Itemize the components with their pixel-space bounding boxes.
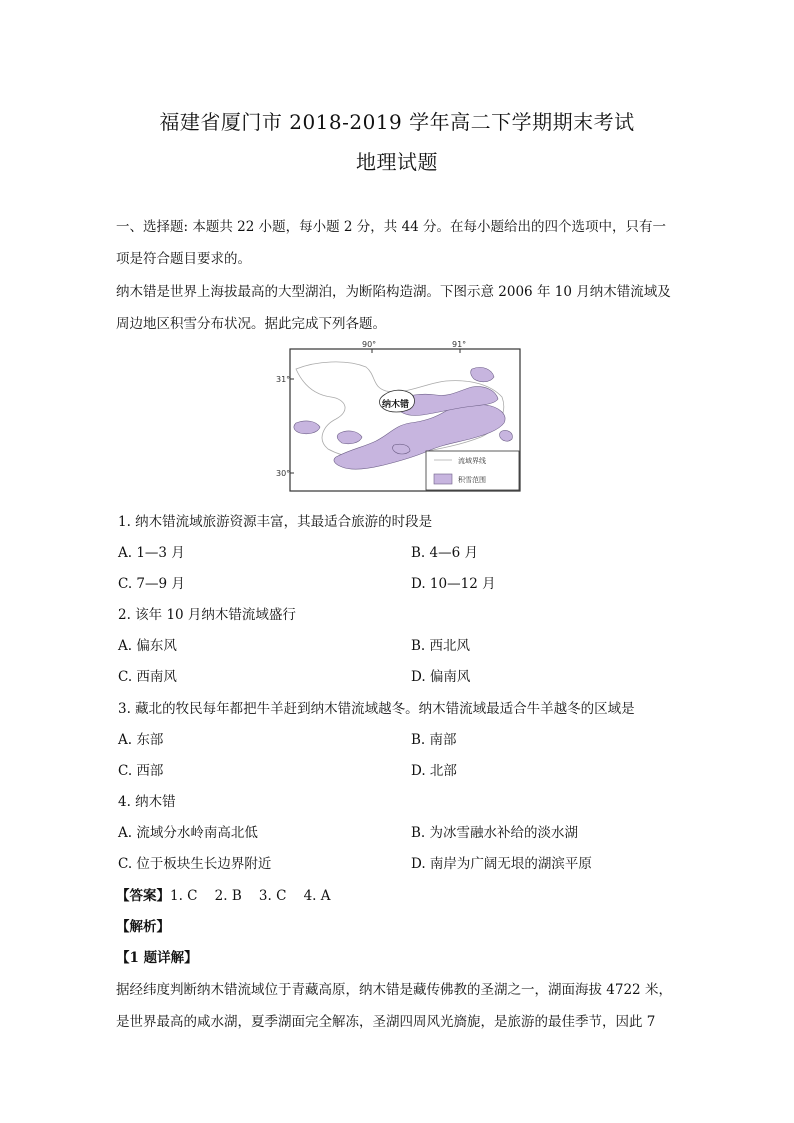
question-3-option-c: C. 西部 [118, 763, 164, 779]
lake-label: 纳木错 [382, 400, 410, 410]
question-3-stem: 3. 藏北的牧民每年都把牛羊赶到纳木错流域越冬。纳木错流域最适合牛羊越冬的区域是 [118, 701, 635, 717]
section-instructions-line1: 一、选择题: 本题共 22 小题，每小题 2 分，共 44 分。在每小题给出的四个选项中，只有一 [116, 219, 667, 235]
question-1-option-c: C. 7—9 月 [118, 576, 185, 592]
question-4-option-a: A. 流域分水岭南高北低 [118, 825, 258, 841]
intro-line1: 纳木错是世界上海拔最高的大型湖泊，为断陷构造湖。下图示意 2006 年 10 月纳木错流域及 [116, 284, 671, 300]
section-instructions-line2: 项是符合题目要求的。 [116, 251, 251, 267]
legend-snow-swatch [434, 474, 452, 484]
question-2-option-d: D. 偏南风 [411, 669, 471, 685]
answer-text: 1. C 2. B 3. C 4. A [170, 888, 331, 904]
question-2-option-a: A. 偏东风 [118, 638, 177, 654]
question-3-option-d: D. 北部 [411, 763, 457, 779]
question-1-option-a: A. 1—3 月 [118, 545, 185, 561]
question-3-option-b: B. 南部 [411, 732, 457, 748]
question-1-stem: 1. 纳木错流域旅游资源丰富，其最适合旅游的时段是 [118, 514, 433, 530]
question-3-option-a: A. 东部 [118, 732, 164, 748]
question-1-option-d: D. 10—12 月 [411, 576, 496, 592]
analysis-line2: 是世界最高的咸水湖，夏季湖面完全解冻，圣湖四周风光旖旎，是旅游的最佳季节，因此 7 [116, 1014, 656, 1030]
question-2-stem: 2. 该年 10 月纳木错流域盛行 [118, 607, 296, 623]
page-subtitle: 地理试题 [356, 150, 438, 174]
page-title: 福建省厦门市 2018-2019 学年高二下学期期末考试 [159, 110, 635, 134]
lon-label-90: 90° [362, 340, 377, 349]
namco-map-svg [276, 339, 528, 494]
legend-snow-label: 积雪范围 [458, 476, 486, 484]
analysis-line1: 据经纬度判断纳木错流域位于青藏高原，纳木错是藏传佛教的圣湖之一，湖面海拔 4722 米， [116, 982, 672, 998]
intro-line2: 周边地区积雪分布状况。据此完成下列各题。 [116, 316, 386, 332]
question-4-stem: 4. 纳木错 [118, 794, 176, 810]
question-4-option-b: B. 为冰雪融水补给的淡水湖 [411, 825, 579, 841]
lat-label-30: 30° [276, 469, 291, 478]
analysis-label: 【解析】 [116, 919, 170, 935]
question-4-option-c: C. 位于板块生长边界附近 [118, 856, 272, 872]
question-2-option-b: B. 西北风 [411, 638, 471, 654]
lat-label-31: 31° [276, 375, 291, 384]
answer-line [116, 884, 331, 904]
answer-label: 【答案】 [116, 888, 170, 904]
lon-label-91: 91° [452, 340, 467, 349]
question-1-option-b: B. 4—6 月 [411, 545, 478, 561]
legend-boundary-label: 流域界线 [458, 457, 486, 465]
question-4-option-d: D. 南岸为广阔无垠的湖滨平原 [411, 856, 592, 872]
analysis-detail-label: 【1 题详解】 [116, 950, 198, 966]
namco-map [276, 339, 528, 494]
question-2-option-c: C. 西南风 [118, 669, 177, 685]
